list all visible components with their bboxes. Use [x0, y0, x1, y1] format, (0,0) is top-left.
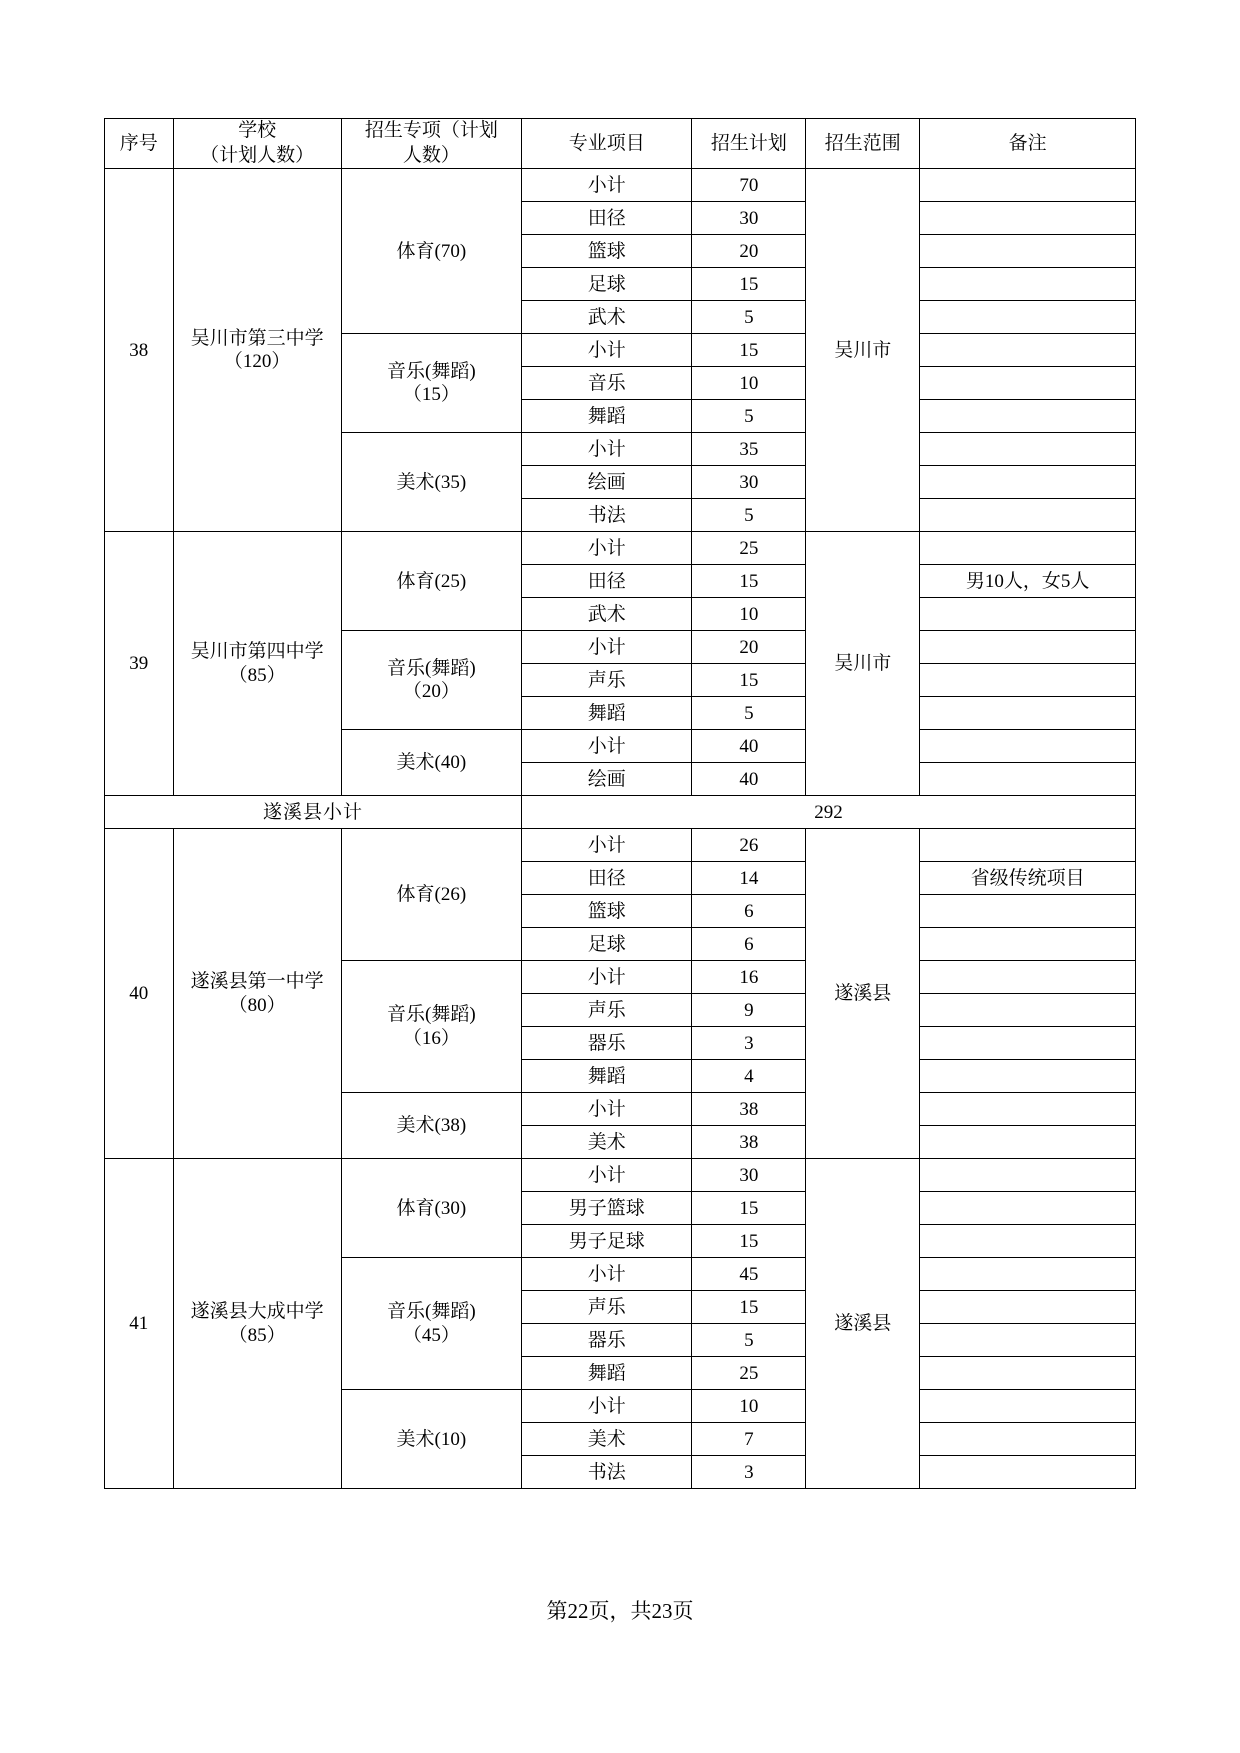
subtotal-label: 小计: [522, 1159, 692, 1192]
remark-value: [920, 235, 1136, 268]
plan-value: 30: [692, 202, 806, 235]
special-category-line1: 美术(10): [396, 1428, 467, 1450]
project-name: 男子篮球: [522, 1192, 692, 1225]
plan-value: 5: [692, 499, 806, 532]
remark-value: [920, 499, 1136, 532]
plan-value: 5: [692, 1324, 806, 1357]
special-category: [341, 532, 521, 631]
project-name: 音乐: [522, 367, 692, 400]
project-name: 器乐: [522, 1027, 692, 1060]
project-name: 足球: [522, 268, 692, 301]
header-special: [341, 119, 521, 169]
plan-value: 40: [692, 763, 806, 796]
remark-value: [920, 994, 1136, 1027]
header-special-line1: 招生专项（计划: [364, 120, 498, 141]
special-category: [341, 829, 521, 961]
row-index: 38: [105, 169, 174, 532]
special-category-line1: 音乐(舞蹈): [387, 1301, 476, 1323]
remark-value: [920, 1324, 1136, 1357]
subtotal-label: 小计: [522, 631, 692, 664]
remark-value: [920, 763, 1136, 796]
subtotal-label: 小计: [522, 1390, 692, 1423]
special-category-line1: 美术(40): [396, 752, 467, 773]
table-row: [105, 829, 1136, 862]
subtotal-label: 小计: [522, 961, 692, 994]
plan-value: 38: [692, 1126, 806, 1159]
subtotal-label: 小计: [522, 1258, 692, 1291]
county-subtotal-label: 遂溪县小计: [105, 796, 522, 829]
scope-value: 吴川市: [806, 169, 920, 532]
project-name: 书法: [522, 499, 692, 532]
project-name: 器乐: [522, 1324, 692, 1357]
subtotal-value: 26: [692, 829, 806, 862]
plan-value: 15: [692, 565, 806, 598]
remark-value: [920, 334, 1136, 367]
remark-value: [920, 1126, 1136, 1159]
project-name: 武术: [522, 598, 692, 631]
special-category: [341, 433, 521, 532]
plan-value: 5: [692, 697, 806, 730]
plan-value: 10: [692, 367, 806, 400]
row-index: 40: [105, 829, 174, 1159]
special-category: [341, 1390, 521, 1489]
header-school-line1: 学校: [238, 120, 277, 141]
special-category-line1: 美术(38): [396, 1115, 467, 1136]
project-name: 舞蹈: [522, 400, 692, 433]
special-category-line1: 美术(35): [396, 471, 467, 493]
plan-value: 6: [692, 895, 806, 928]
project-name: 绘画: [522, 466, 692, 499]
project-name: 声乐: [522, 1291, 692, 1324]
remark-value: [920, 202, 1136, 235]
remark-value: [920, 829, 1136, 862]
plan-value: 15: [692, 1225, 806, 1258]
subtotal-value: 70: [692, 169, 806, 202]
remark-value: [920, 730, 1136, 763]
table-row: [105, 1159, 1136, 1192]
remark-value: [920, 301, 1136, 334]
special-category: [341, 631, 521, 730]
project-name: 篮球: [522, 895, 692, 928]
special-category: [341, 334, 521, 433]
subtotal-value: 38: [692, 1093, 806, 1126]
table-header-row: [105, 119, 1136, 169]
plan-value: 6: [692, 928, 806, 961]
special-category: [341, 169, 521, 334]
plan-value: 15: [692, 1192, 806, 1225]
remark-value: [920, 532, 1136, 565]
remark-value: 省级传统项目: [920, 862, 1136, 895]
project-name: 田径: [522, 862, 692, 895]
plan-value: 20: [692, 235, 806, 268]
school-name-line1: 吴川市第三中学: [190, 327, 324, 349]
project-name: 美术: [522, 1126, 692, 1159]
subtotal-label: 小计: [522, 829, 692, 862]
school-name-line1: 遂溪县第一中学: [190, 971, 324, 993]
subtotal-value: 40: [692, 730, 806, 763]
school-name: [173, 169, 341, 532]
remark-value: [920, 697, 1136, 730]
special-category: [341, 961, 521, 1093]
remark-value: [920, 433, 1136, 466]
subtotal-value: 45: [692, 1258, 806, 1291]
subtotal-value: 20: [692, 631, 806, 664]
header-special-line2: 人数）: [402, 144, 460, 166]
plan-value: 5: [692, 301, 806, 334]
special-category: [341, 1258, 521, 1390]
subtotal-label: 小计: [522, 433, 692, 466]
special-category-line2: （15）: [402, 384, 460, 406]
header-remark: 备注: [920, 119, 1136, 169]
header-index: 序号: [105, 119, 174, 169]
subtotal-value: 25: [692, 532, 806, 565]
subtotal-value: 30: [692, 1159, 806, 1192]
remark-value: [920, 400, 1136, 433]
special-category-line2: （16）: [402, 1027, 460, 1049]
plan-value: 30: [692, 466, 806, 499]
plan-value: 9: [692, 994, 806, 1027]
subtotal-label: 小计: [522, 1093, 692, 1126]
special-category-line1: 体育(30): [396, 1197, 467, 1219]
plan-value: 25: [692, 1357, 806, 1390]
subtotal-label: 小计: [522, 169, 692, 202]
plan-value: 14: [692, 862, 806, 895]
plan-value: 10: [692, 598, 806, 631]
project-name: 武术: [522, 301, 692, 334]
plan-value: 15: [692, 1291, 806, 1324]
special-category: [341, 1159, 521, 1258]
special-category-line1: 体育(70): [396, 240, 467, 262]
table-row: [105, 532, 1136, 565]
special-category-line1: 音乐(舞蹈): [387, 657, 476, 679]
plan-value: 15: [692, 664, 806, 697]
scope-value: 遂溪县: [806, 829, 920, 1159]
plan-value: 3: [692, 1456, 806, 1489]
county-subtotal-value: 292: [522, 796, 1136, 829]
subtotal-value: 16: [692, 961, 806, 994]
plan-value: 4: [692, 1060, 806, 1093]
page-footer: 第22页，共23页: [546, 1599, 694, 1623]
school-name-line1: 吴川市第四中学: [190, 641, 324, 663]
plan-value: 3: [692, 1027, 806, 1060]
special-category-line1: 音乐(舞蹈): [387, 360, 476, 382]
header-school-line2: （计划人数）: [200, 144, 315, 166]
remark-value: [920, 466, 1136, 499]
subtotal-label: 小计: [522, 730, 692, 763]
remark-value: [920, 1192, 1136, 1225]
special-category-line1: 音乐(舞蹈): [387, 1004, 476, 1026]
remark-value: [920, 367, 1136, 400]
remark-value: [920, 169, 1136, 202]
remark-value: [920, 1159, 1136, 1192]
project-name: 美术: [522, 1423, 692, 1456]
project-name: 男子足球: [522, 1225, 692, 1258]
scope-value: 遂溪县: [806, 1159, 920, 1489]
special-category-line1: 体育(25): [396, 570, 467, 592]
subtotal-value: 35: [692, 433, 806, 466]
project-name: 篮球: [522, 235, 692, 268]
project-name: 舞蹈: [522, 1060, 692, 1093]
remark-value: [920, 631, 1136, 664]
remark-value: [920, 961, 1136, 994]
school-plan-count: （85）: [228, 664, 286, 686]
row-index: 41: [105, 1159, 174, 1489]
special-category: [341, 1093, 521, 1159]
remark-value: [920, 664, 1136, 697]
school-name: [173, 829, 341, 1159]
project-name: 田径: [522, 565, 692, 598]
remark-value: [920, 598, 1136, 631]
school-name: [173, 532, 341, 796]
row-index: 39: [105, 532, 174, 796]
subtotal-value: 15: [692, 334, 806, 367]
project-name: 书法: [522, 1456, 692, 1489]
special-category-line1: 体育(26): [396, 884, 467, 905]
county-subtotal-row: [105, 796, 1136, 829]
header-project: 专业项目: [522, 119, 692, 169]
project-name: 绘画: [522, 763, 692, 796]
remark-value: [920, 1390, 1136, 1423]
remark-value: [920, 1258, 1136, 1291]
subtotal-label: 小计: [522, 532, 692, 565]
remark-value: [920, 1357, 1136, 1390]
remark-value: [920, 1027, 1136, 1060]
project-name: 舞蹈: [522, 1357, 692, 1390]
remark-value: [920, 1291, 1136, 1324]
scope-value: 吴川市: [806, 532, 920, 796]
remark-value: [920, 1093, 1136, 1126]
school-name: [173, 1159, 341, 1489]
subtotal-value: 10: [692, 1390, 806, 1423]
remark-value: [920, 1060, 1136, 1093]
project-name: 声乐: [522, 664, 692, 697]
plan-value: 5: [692, 400, 806, 433]
remark-value: 男10人，女5人: [920, 565, 1136, 598]
remark-value: [920, 1423, 1136, 1456]
project-name: 声乐: [522, 994, 692, 1027]
enrollment-plan-table: [104, 118, 1136, 1489]
remark-value: [920, 928, 1136, 961]
remark-value: [920, 895, 1136, 928]
header-scope: 招生范围: [806, 119, 920, 169]
special-category-line2: （45）: [402, 1324, 460, 1346]
school-plan-count: （120）: [223, 351, 291, 373]
plan-value: 15: [692, 268, 806, 301]
remark-value: [920, 1456, 1136, 1489]
project-name: 足球: [522, 928, 692, 961]
remark-value: [920, 1225, 1136, 1258]
school-name-line1: 遂溪县大成中学: [190, 1301, 324, 1323]
header-school: [173, 119, 341, 169]
special-category-line2: （20）: [402, 681, 460, 703]
table-row: [105, 169, 1136, 202]
project-name: 田径: [522, 202, 692, 235]
project-name: 舞蹈: [522, 697, 692, 730]
plan-value: 7: [692, 1423, 806, 1456]
school-plan-count: （80）: [228, 994, 286, 1016]
remark-value: [920, 268, 1136, 301]
subtotal-label: 小计: [522, 334, 692, 367]
header-plan: 招生计划: [692, 119, 806, 169]
special-category: [341, 730, 521, 796]
school-plan-count: （85）: [228, 1324, 286, 1346]
